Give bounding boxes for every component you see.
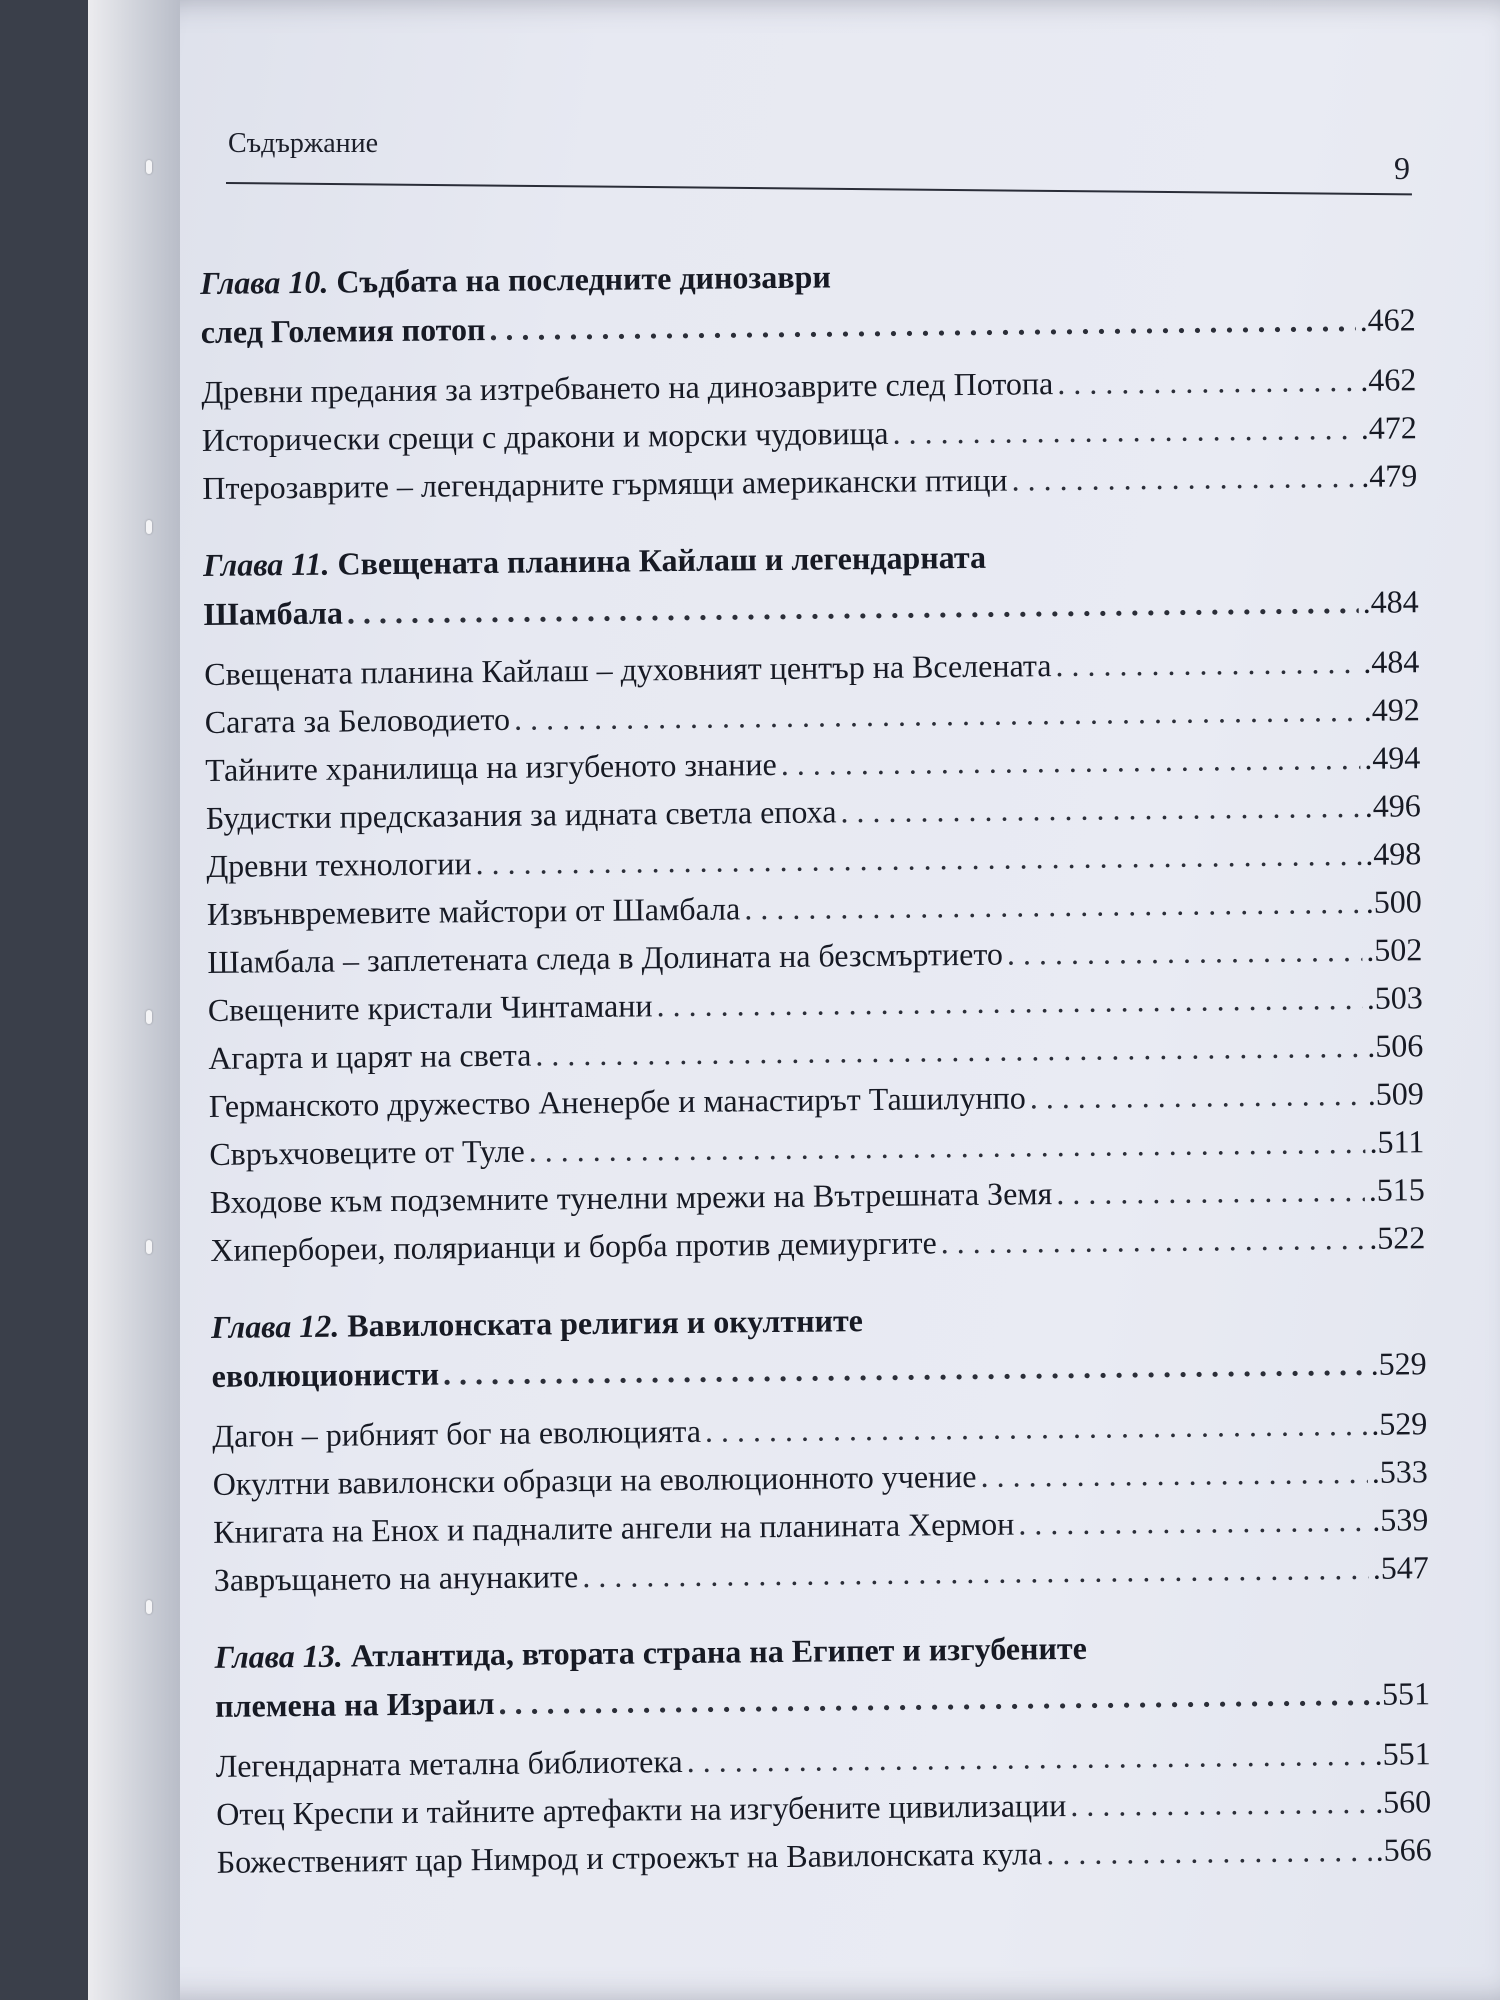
toc-entry-page: .479 bbox=[1361, 457, 1418, 494]
toc-entry-title: Дагон – рибният бог на еволюцията bbox=[212, 1412, 702, 1454]
chapter-title-row[interactable] bbox=[215, 1671, 1430, 1728]
dot-leader bbox=[347, 580, 1359, 635]
chapter-section bbox=[200, 249, 1418, 512]
chapter-title-line2: след Големия потоп bbox=[200, 311, 486, 350]
toc-entry-title: Будистки предсказания за идната светла епоха bbox=[205, 793, 837, 836]
binding-stitch bbox=[146, 160, 152, 174]
toc-entry-title: Свещената планина Кайлаш – духовният център на Вселената bbox=[204, 647, 1052, 692]
toc-entry-title: Исторически срещи с дракони и морски чудовища bbox=[201, 414, 889, 458]
chapter-title-line1: Атлантида, втората страна на Египет и изгубените bbox=[350, 1629, 1087, 1674]
dot-leader bbox=[1056, 1166, 1365, 1217]
dot-leader bbox=[780, 734, 1360, 788]
chapter-section bbox=[214, 1623, 1432, 1886]
toc-entry-page: .498 bbox=[1365, 835, 1422, 872]
dot-leader bbox=[1029, 1070, 1364, 1121]
toc-entry-title: Хипербореи, полярианци и борба против демиургите bbox=[210, 1224, 937, 1268]
toc-entry-title: Извънвремевите майстори от Шамбала bbox=[206, 890, 741, 932]
toc-entry-title: Свещените кристали Чинтамани bbox=[207, 987, 653, 1028]
toc-entry-title: Божественият цар Нимрод и строежът на Вавилонската кула bbox=[216, 1835, 1043, 1880]
dot-leader bbox=[1057, 356, 1357, 407]
chapter-title bbox=[211, 1293, 1426, 1348]
dot-leader bbox=[840, 782, 1361, 835]
toc-entry-title: Древни предания за изтребването на динозаврите след Потопа bbox=[201, 365, 1054, 410]
chapter-title-line1: Съдбата на последните динозаври bbox=[336, 258, 831, 300]
dot-leader bbox=[489, 298, 1356, 351]
toc-entry-page: .522 bbox=[1369, 1219, 1426, 1256]
dot-leader bbox=[705, 1400, 1368, 1455]
toc-entry-page: .560 bbox=[1375, 1783, 1432, 1820]
toc-entry-title: Свръхчовеците от Туле bbox=[209, 1132, 525, 1172]
toc-entry-page: .462 bbox=[1360, 361, 1417, 398]
chapter-title-row[interactable] bbox=[201, 297, 1416, 354]
chapter-title bbox=[203, 531, 1418, 586]
toc-entry-title: Окултни вавилонски образци на еволюционното учение bbox=[212, 1457, 977, 1502]
toc-entry-title: Тайните хранилища на изгубеното знание bbox=[205, 745, 777, 788]
toc-entry-page: .496 bbox=[1364, 787, 1421, 824]
chapter-section bbox=[203, 531, 1426, 1274]
toc-entry-title: Легендарната метална библиотека bbox=[215, 1743, 683, 1784]
toc-entry-title: Птерозаврите – легендарните гърмящи американски птици bbox=[202, 461, 1008, 506]
chapter-number: Глава 13. bbox=[214, 1637, 343, 1675]
dot-leader bbox=[1011, 452, 1357, 504]
chapter-page-number: .529 bbox=[1370, 1345, 1427, 1382]
dot-leader bbox=[940, 1214, 1365, 1266]
chapter-number: Глава 10. bbox=[200, 263, 329, 301]
toc-entry-title: Входове към подземните тунелни мрежи на Вътрешната Земя bbox=[209, 1175, 1053, 1220]
toc-entry-page: .506 bbox=[1367, 1027, 1424, 1064]
entry-list bbox=[212, 1399, 1429, 1604]
dot-leader bbox=[744, 878, 1362, 932]
entry-list bbox=[204, 637, 1425, 1274]
toc-entry-title: Сагата за Беловодието bbox=[204, 700, 511, 740]
dot-leader bbox=[443, 1342, 1367, 1396]
chapter-page-number: .551 bbox=[1373, 1675, 1431, 1712]
toc-entry-page: .503 bbox=[1366, 979, 1423, 1016]
chapter-title-line2: еволюционисти bbox=[211, 1355, 440, 1394]
chapter-number: Глава 11. bbox=[202, 545, 330, 583]
toc-entry-page: .500 bbox=[1365, 883, 1422, 920]
toc-entry-title: Германското дружество Аненербе и манастирът Ташилунпо bbox=[208, 1079, 1026, 1124]
dot-leader bbox=[1055, 638, 1359, 689]
book-gutter bbox=[88, 0, 180, 2000]
dot-leader bbox=[656, 974, 1363, 1029]
chapter-page-number: .484 bbox=[1362, 583, 1419, 620]
toc-entry-page: .484 bbox=[1363, 643, 1420, 680]
binding-stitch bbox=[146, 520, 152, 534]
binding-stitch bbox=[146, 1010, 152, 1024]
chapter-title-row[interactable] bbox=[203, 579, 1418, 636]
dot-leader bbox=[980, 1448, 1368, 1500]
toc-entry-page: .494 bbox=[1364, 739, 1421, 776]
toc-entry-page: .539 bbox=[1372, 1501, 1429, 1538]
running-head: Съдържание bbox=[228, 128, 379, 159]
toc-entry-page: .492 bbox=[1363, 691, 1420, 728]
table-of-contents bbox=[200, 249, 1432, 1918]
chapter-title bbox=[214, 1623, 1429, 1678]
toc-entry-title: Шамбала – заплетената следа в Долината на безсмъртието bbox=[207, 935, 1004, 980]
dot-leader bbox=[1046, 1826, 1372, 1877]
dot-leader bbox=[528, 1118, 1365, 1175]
chapter-page-number: .462 bbox=[1359, 301, 1416, 338]
dot-leader bbox=[498, 1672, 1370, 1725]
toc-entry-page: .547 bbox=[1372, 1549, 1429, 1586]
dot-leader bbox=[1018, 1496, 1368, 1548]
toc-entry-page: .533 bbox=[1371, 1453, 1428, 1490]
chapter-title-line1: Вавилонската религия и окултните bbox=[347, 1302, 864, 1344]
toc-entry-page: .515 bbox=[1368, 1171, 1425, 1208]
dot-leader bbox=[582, 1544, 1369, 1600]
dot-leader bbox=[892, 404, 1357, 457]
dot-leader bbox=[686, 1730, 1371, 1785]
toc-entry-page: .472 bbox=[1360, 409, 1417, 446]
binding-stitch bbox=[146, 1600, 152, 1614]
page-number: 9 bbox=[1394, 150, 1410, 186]
chapter-number: Глава 12. bbox=[210, 1307, 340, 1345]
toc-entry-page: .566 bbox=[1375, 1831, 1432, 1868]
chapter-title-row[interactable] bbox=[211, 1341, 1426, 1398]
chapter-title-line2: племена на Израил bbox=[214, 1684, 495, 1724]
toc-entry-page: .511 bbox=[1369, 1123, 1425, 1160]
dot-leader bbox=[1070, 1778, 1371, 1829]
entry-list bbox=[201, 355, 1417, 512]
toc-entry-page: .551 bbox=[1374, 1735, 1431, 1772]
chapter-section bbox=[211, 1293, 1429, 1604]
toc-entry-title: Завръщането на анунаките bbox=[213, 1558, 579, 1598]
chapter-title-line1: Свещената планина Кайлаш и легендарната bbox=[337, 538, 987, 582]
toc-entry-page: .502 bbox=[1366, 931, 1423, 968]
dot-leader bbox=[1007, 926, 1363, 978]
dot-leader bbox=[535, 1022, 1363, 1079]
toc-entry-page: .529 bbox=[1371, 1405, 1428, 1442]
toc-entry-title: Древни технологии bbox=[206, 845, 472, 884]
chapter-title-line2: Шамбала bbox=[203, 594, 344, 632]
toc-entry-title: Агарта и царят на света bbox=[208, 1036, 532, 1076]
entry-list bbox=[215, 1729, 1431, 1886]
binding-stitch bbox=[146, 1240, 152, 1254]
toc-entry-title: Книгата на Енох и падналите ангели на планината Хермон bbox=[213, 1505, 1015, 1550]
toc-entry-page: .509 bbox=[1367, 1075, 1424, 1112]
toc-entry-title: Отец Креспи и тайните артефакти на изгубените цивилизации bbox=[216, 1787, 1067, 1832]
